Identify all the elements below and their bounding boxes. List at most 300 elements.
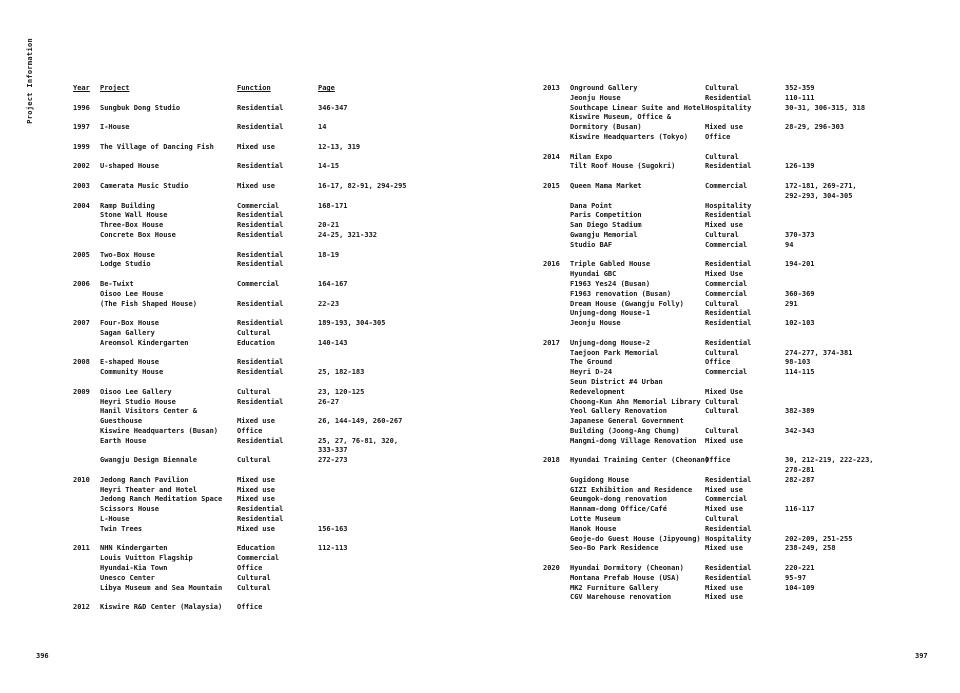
function-cell: Residential [237,368,284,377]
year-cell: 2004 [73,201,90,210]
table-row [73,603,483,613]
pages-cell: 202-209, 251-255 [785,534,853,543]
table-row [73,260,483,270]
header-function: Function [237,84,271,92]
function-cell: Residential [705,260,752,269]
pages-cell: 12-13, 319 [318,142,361,151]
table-row [73,446,483,456]
table-row [543,192,953,202]
project-cell: Gugidong House [570,475,630,484]
function-cell: Cultural [237,583,271,592]
function-cell: Office [705,132,731,141]
project-cell: F1963 Yes24 (Busan) [570,279,651,288]
function-cell: Cultural [237,328,271,337]
table-row [543,417,953,427]
function-cell: Office [705,358,731,367]
function-cell: Mixed use [705,593,743,602]
pages-cell: 220-221 [785,564,815,573]
pages-cell: 333-337 [318,446,348,455]
project-cell: Sungbuk Dong Studio [100,103,181,112]
function-cell: Residential [237,505,284,514]
project-cell: San Diego Stadium [570,221,642,230]
table-row [543,241,953,251]
table-row [543,349,953,359]
table-row [73,574,483,584]
table-row [73,525,483,535]
project-cell: Be-Twixt [100,279,134,288]
pages-cell: 30, 212-219, 222-223, [785,456,874,465]
pages-cell: 278-281 [785,466,815,475]
table-row [543,544,953,554]
function-cell: Residential [237,299,284,308]
year-cell: 2010 [73,475,90,484]
pages-cell: 112-113 [318,544,348,553]
function-cell: Cultural [705,426,739,435]
year-cell: 2011 [73,544,90,553]
function-cell: Residential [237,319,284,328]
project-cell: Heyri Studio House [100,397,176,406]
table-row [73,319,483,329]
function-cell: Mixed Use [705,270,743,279]
pages-cell: 140-143 [318,338,348,347]
function-cell: Hospitality [705,201,752,210]
project-cell: Queen Mama Market [570,181,642,190]
project-cell: Redevelopment [570,387,625,396]
function-cell: Education [237,338,275,347]
table-row [73,515,483,525]
table-row [73,231,483,241]
year-cell: 2006 [73,279,90,288]
pages-cell: 30-31, 306-315, 318 [785,103,866,112]
function-cell: Commercial [705,279,748,288]
project-cell: Louis Vuitton Flagship [100,554,193,563]
project-cell: Four-Box House [100,319,160,328]
table-row [73,544,483,554]
project-cell: NHN Kindergarten [100,544,168,553]
pages-cell: 98-103 [785,358,811,367]
project-cell: Studio BAF [570,240,613,249]
table-row [543,104,953,114]
table-row [73,329,483,339]
project-cell: Oisoo Lee House [100,289,164,298]
table-row [73,368,483,378]
project-cell: I-House [100,123,130,132]
project-cell: Taejoon Park Memorial [570,348,659,357]
pages-cell: 22-23 [318,299,340,308]
function-cell: Mixed use [237,524,275,533]
table-row [543,456,953,466]
table-row [543,280,953,290]
project-cell: Montana Prefab House (USA) [570,573,680,582]
table-row [543,339,953,349]
function-cell: Mixed use [237,181,275,190]
table-row [543,133,953,143]
function-cell: Residential [237,515,284,524]
table-row [543,525,953,535]
project-cell: Jedong Ranch Pavilion [100,475,189,484]
function-cell: Commercial [237,279,280,288]
function-cell: Mixed use [705,221,743,230]
table-row [543,437,953,447]
function-cell: Cultural [705,397,739,406]
pages-cell: 26, 144-149, 260-267 [318,417,403,426]
year-cell: 1999 [73,142,90,151]
project-cell: Building (Joong-Ang Chung) [570,426,680,435]
table-row [73,495,483,505]
project-cell: Ramp Building [100,201,155,210]
project-cell: Libya Museum and Sea Mountain [100,583,223,592]
function-cell: Residential [237,260,284,269]
year-cell: 2009 [73,387,90,396]
function-cell: Residential [237,123,284,132]
table-row [543,486,953,496]
pages-cell: 18-19 [318,250,340,259]
header-project: Project [100,84,130,92]
function-cell: Residential [705,93,752,102]
pages-cell: 346-347 [318,103,348,112]
pages-cell: 26-27 [318,397,340,406]
pages-cell: 168-171 [318,201,348,210]
project-cell: Triple Gabled House [570,260,651,269]
project-cell: The Village of Dancing Fish [100,142,214,151]
project-cell: Hyundai Dormitory (Cheonan) [570,564,684,573]
function-cell: Mixed use [237,485,275,494]
table-row [543,358,953,368]
header-page: Page [318,84,335,92]
project-cell: GIZI Exhibition and Residence [570,485,693,494]
year-group [543,456,953,554]
project-cell: Geoje-do Guest House (Jipyoung) [570,534,701,543]
project-cell: Jedong Ranch Meditation Space [100,495,223,504]
table-row [543,466,953,476]
table-row [543,427,953,437]
table-row [73,417,483,427]
year-cell: 2015 [543,181,560,190]
project-cell: Seo-Bo Park Residence [570,544,659,553]
year-cell: 2007 [73,319,90,328]
year-group [73,280,483,309]
function-cell: Residential [237,250,284,259]
function-cell: Cultural [705,348,739,357]
project-cell: Japanese General Government [570,417,684,426]
table-row [543,378,953,388]
project-cell: Stone Wall House [100,211,168,220]
project-cell: Hyundai Training Center (Cheonan) [570,456,710,465]
project-cell: F1963 renovation (Busan) [570,289,672,298]
function-cell: Mixed use [705,544,743,553]
pages-cell: 370-373 [785,230,815,239]
function-cell: Mixed use [705,505,743,514]
pages-cell: 272-273 [318,456,348,465]
table-row [73,339,483,349]
year-cell: 2008 [73,358,90,367]
function-cell: Residential [237,397,284,406]
function-cell: Cultural [237,456,271,465]
function-cell: Mixed use [705,436,743,445]
project-cell: Geumgok-dong renovation [570,495,667,504]
table-row [543,515,953,525]
project-cell: Kiswire Headquarters (Tokyo) [570,132,689,141]
year-group [543,564,953,603]
project-cell: Paris Competition [570,211,642,220]
function-cell: Cultural [705,515,739,524]
function-cell: Residential [705,162,752,171]
table-row [73,486,483,496]
table-row [73,300,483,310]
project-cell: Unesco Center [100,573,155,582]
project-cell: Mangmi-dong Village Renovation [570,436,697,445]
project-cell: Dream House (Gwangju Folly) [570,299,684,308]
function-cell: Commercial [705,181,748,190]
year-cell: 2002 [73,162,90,171]
project-cell: Sagan Gallery [100,328,155,337]
table-row [73,358,483,368]
table-row [73,123,483,133]
pages-cell: 291 [785,299,798,308]
table-row [543,535,953,545]
year-cell: 2012 [73,603,90,612]
function-cell: Residential [705,475,752,484]
function-cell: Commercial [705,240,748,249]
year-group [73,251,483,271]
pages-cell: 14 [318,123,327,132]
table-row [73,505,483,515]
pages-cell: 172-181, 269-271, [785,181,857,190]
project-cell: Jeonju House [570,93,621,102]
pages-cell: 352-359 [785,84,815,92]
table-row [543,398,953,408]
project-cell: Onground Gallery [570,84,638,92]
project-cell: Hyundai GBC [570,270,617,279]
table-row [543,123,953,133]
project-cell: Camerata Music Studio [100,181,189,190]
project-cell: U-shaped House [100,162,160,171]
table-row [73,407,483,417]
table-row [543,319,953,329]
function-cell: Hospitality [705,534,752,543]
pages-cell: 342-343 [785,426,815,435]
table-row [543,221,953,231]
function-cell: Hospitality [705,103,752,112]
spine-label: Project Information [26,38,34,124]
function-cell: Cultural [705,299,739,308]
year-cell: 2016 [543,260,560,269]
table-row [73,162,483,172]
project-cell: Dormitory (Busan) [570,123,642,132]
project-cell: Lodge Studio [100,260,151,269]
project-cell: Scissors House [100,505,160,514]
table-row [543,505,953,515]
function-cell: Office [237,564,263,573]
project-cell: Unjung-dong House-2 [570,338,651,347]
table-row [73,564,483,574]
year-group [73,603,483,613]
project-cell: Hyundai-Kia Town [100,564,168,573]
project-cell: Heyri D-24 [570,368,613,377]
function-cell: Residential [237,230,284,239]
function-cell: Cultural [237,387,271,396]
table-row [73,221,483,231]
pages-cell: 189-193, 304-305 [318,319,386,328]
function-cell: Cultural [705,407,739,416]
year-group [543,260,953,329]
table-row [543,270,953,280]
project-cell: Three-Box House [100,221,164,230]
table-row [543,300,953,310]
pages-cell: 20-21 [318,221,340,230]
table-row [73,427,483,437]
function-cell: Mixed use [237,475,275,484]
project-cell: Twin Trees [100,524,143,533]
pages-cell: 25, 27, 76-81, 320, [318,436,399,445]
project-cell: Hanil Visitors Center & [100,407,197,416]
year-group [73,143,483,153]
function-cell: Mixed use [237,142,275,151]
project-cell: Unjung-dong House-1 [570,309,651,318]
table-row [543,584,953,594]
pages-cell: 102-103 [785,319,815,328]
table-row [73,554,483,564]
project-cell: Gwangju Design Biennale [100,456,197,465]
project-cell: (The Fish Shaped House) [100,299,197,308]
pages-cell: 28-29, 296-303 [785,123,845,132]
pages-cell: 194-201 [785,260,815,269]
pages-cell: 114-115 [785,368,815,377]
pages-cell: 14-15 [318,162,340,171]
function-cell: Residential [237,103,284,112]
pages-cell: 164-167 [318,279,348,288]
pages-cell: 94 [785,240,794,249]
function-cell: Residential [237,358,284,367]
table-row [543,153,953,163]
table-row [543,211,953,221]
pages-cell: 116-117 [785,505,815,514]
function-cell: Mixed use [237,417,275,426]
year-group [73,388,483,466]
table-row [73,182,483,192]
table-row [543,368,953,378]
pages-cell: 126-139 [785,162,815,171]
function-cell: Office [237,426,263,435]
table-row [543,94,953,104]
project-cell: Kiswire Museum, Office & [570,113,672,122]
function-cell: Commercial [237,554,280,563]
function-cell: Commercial [237,201,280,210]
year-group [543,182,953,251]
function-cell: Residential [237,211,284,220]
project-cell: Community House [100,368,164,377]
table-row [543,574,953,584]
function-cell: Residential [705,524,752,533]
table-row [73,280,483,290]
project-cell: Hannam-dong Office/Café [570,505,667,514]
year-group [543,84,953,143]
pages-cell: 24-25, 321-332 [318,230,378,239]
function-cell: Residential [705,211,752,220]
year-group [73,544,483,593]
function-cell: Education [237,544,275,553]
project-cell: Kiswire Headquarters (Busan) [100,426,219,435]
table-row [73,211,483,221]
year-cell: 2020 [543,564,560,573]
function-cell: Mixed Use [705,387,743,396]
year-cell: 2018 [543,456,560,465]
project-cell: CGV Warehouse renovation [570,593,672,602]
table-row [73,388,483,398]
function-cell: Mixed use [705,123,743,132]
table-row [543,495,953,505]
table-row [543,407,953,417]
year-group [73,182,483,192]
function-cell: Cultural [705,84,739,92]
function-cell: Residential [237,436,284,445]
table-row [543,593,953,603]
function-cell: Residential [705,338,752,347]
table-row [73,398,483,408]
year-group [73,319,483,348]
project-cell: Seun District #4 Urban [570,377,663,386]
function-cell: Residential [705,309,752,318]
function-cell: Commercial [705,495,748,504]
table-row [543,162,953,172]
pages-cell: 274-277, 374-381 [785,348,853,357]
project-cell: Southcape Linear Suite and Hotel [570,103,705,112]
pages-cell: 25, 182-183 [318,368,365,377]
project-cell: Areomsol Kindergarten [100,338,189,347]
year-group [73,123,483,133]
table-header-row [73,84,483,94]
pages-cell: 156-163 [318,524,348,533]
table-row [73,476,483,486]
page-number-left: 396 [36,652,49,660]
year-cell: 2013 [543,84,560,92]
table-row [73,104,483,114]
table-row [543,564,953,574]
year-group [543,339,953,447]
year-cell: 2005 [73,250,90,259]
project-cell: Tilt Roof House (Sugokri) [570,162,676,171]
pages-cell: 282-287 [785,475,815,484]
function-cell: Residential [237,221,284,230]
year-group [73,162,483,172]
year-cell: 1997 [73,123,90,132]
project-cell: Choong-Kun Ahn Memorial Library [570,397,701,406]
project-cell: MK2 Furniture Gallery [570,583,659,592]
year-cell: 2017 [543,338,560,347]
function-cell: Mixed use [705,485,743,494]
project-cell: Hanok House [570,524,617,533]
table-row [543,290,953,300]
project-cell: Kiswire R&D Center (Malaysia) [100,603,223,612]
table-row [73,290,483,300]
pages-cell: 360-369 [785,289,815,298]
page-number-right: 397 [915,652,928,660]
function-cell: Cultural [237,573,271,582]
year-group [73,358,483,378]
year-cell: 2014 [543,152,560,161]
table-row [73,437,483,447]
table-row [543,182,953,192]
project-cell: Heyri Theater and Hotel [100,485,197,494]
year-cell: 1996 [73,103,90,112]
project-cell: The Ground [570,358,613,367]
table-row [73,202,483,212]
year-group [73,476,483,535]
pages-cell: 238-249, 258 [785,544,836,553]
project-cell: Two-Box House [100,250,155,259]
pages-cell: 104-109 [785,583,815,592]
project-cell: Guesthouse [100,417,143,426]
